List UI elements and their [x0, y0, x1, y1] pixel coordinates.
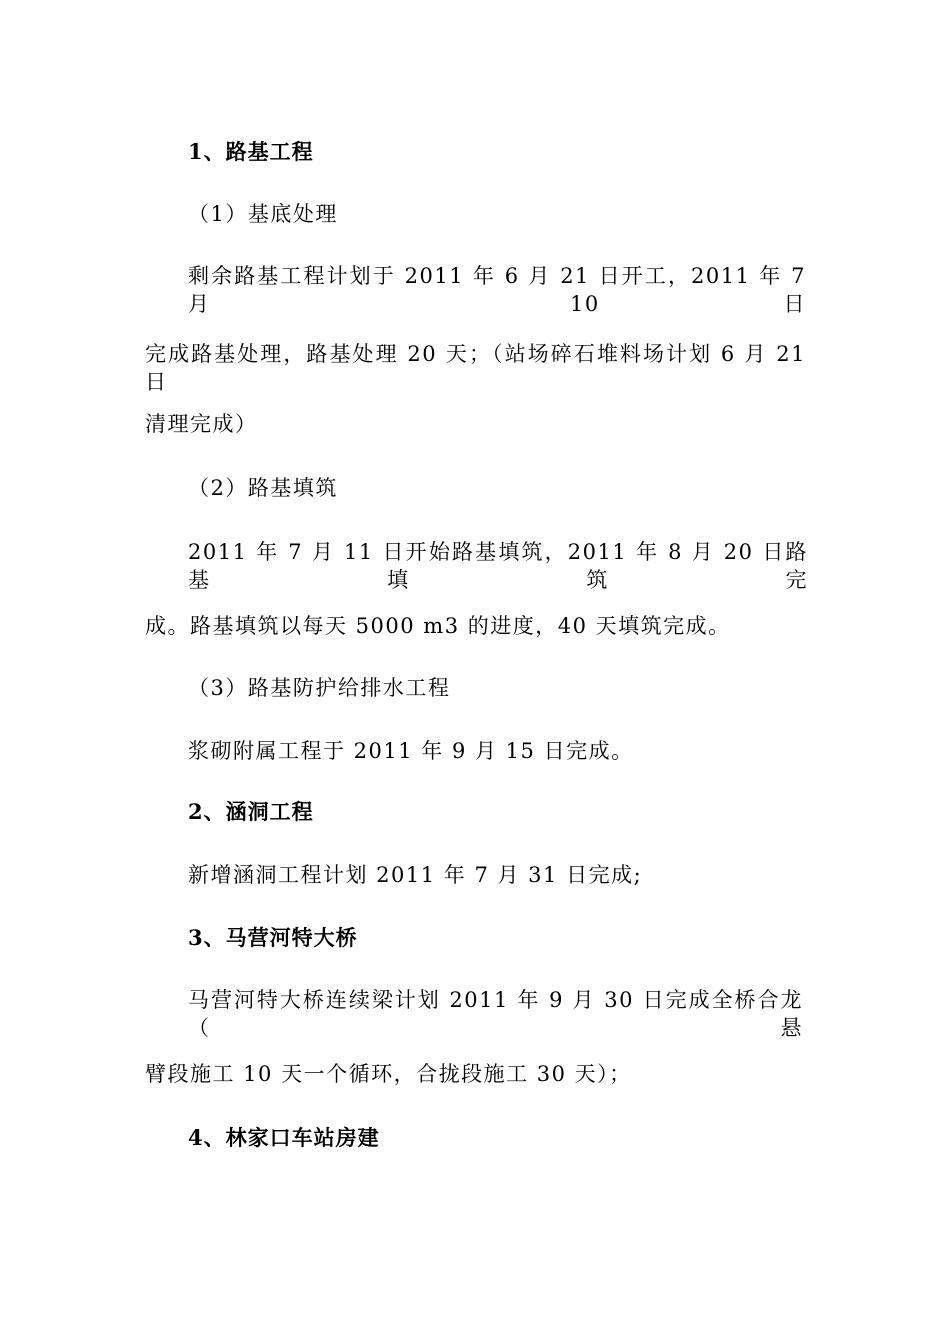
section-1-heading: 1、路基工程 [188, 139, 314, 164]
subsection-1-paragraph-line-1: 剩余路基工程计划于 2011 年 6 月 21 日开工，2011 年 7 月 10 日 [188, 264, 806, 316]
subsection-3-paragraph-line-1: 浆砌附属工程于 2011 年 9 月 15 日完成。 [188, 739, 634, 763]
subsection-1-title: （1）基底处理 [188, 202, 338, 226]
subsection-1-paragraph-line-2: 完成路基处理，路基处理 20 天；（站场碎石堆料场计划 6 月 21 日 [145, 342, 806, 394]
subsection-2-title: （2）路基填筑 [188, 476, 338, 500]
section-3-paragraph-line-1: 马营河特大桥连续梁计划 2011 年 9 月 30 日完成全桥合龙（悬 [188, 988, 803, 1040]
section-4-heading: 4、林家口车站房建 [188, 1125, 380, 1150]
section-3-paragraph-line-2: 臂段施工 10 天一个循环，合拢段施工 30 天）； [145, 1062, 632, 1086]
subsection-3-title: （3）路基防护给排水工程 [188, 676, 451, 700]
subsection-2-paragraph-line-1: 2011 年 7 月 11 日开始路基填筑，2011 年 8 月 20 日路基填筑完 [188, 540, 808, 592]
subsection-1-paragraph-line-3: 清理完成） [145, 412, 258, 436]
section-2-paragraph-line-1: 新增涵洞工程计划 2011 年 7 月 31 日完成; [188, 863, 643, 887]
subsection-2-paragraph-line-2: 成。路基填筑以每天 5000 m3 的进度，40 天填筑完成。 [145, 614, 731, 638]
section-3-heading: 3、马营河特大桥 [188, 925, 358, 950]
section-2-heading: 2、涵洞工程 [188, 799, 314, 824]
